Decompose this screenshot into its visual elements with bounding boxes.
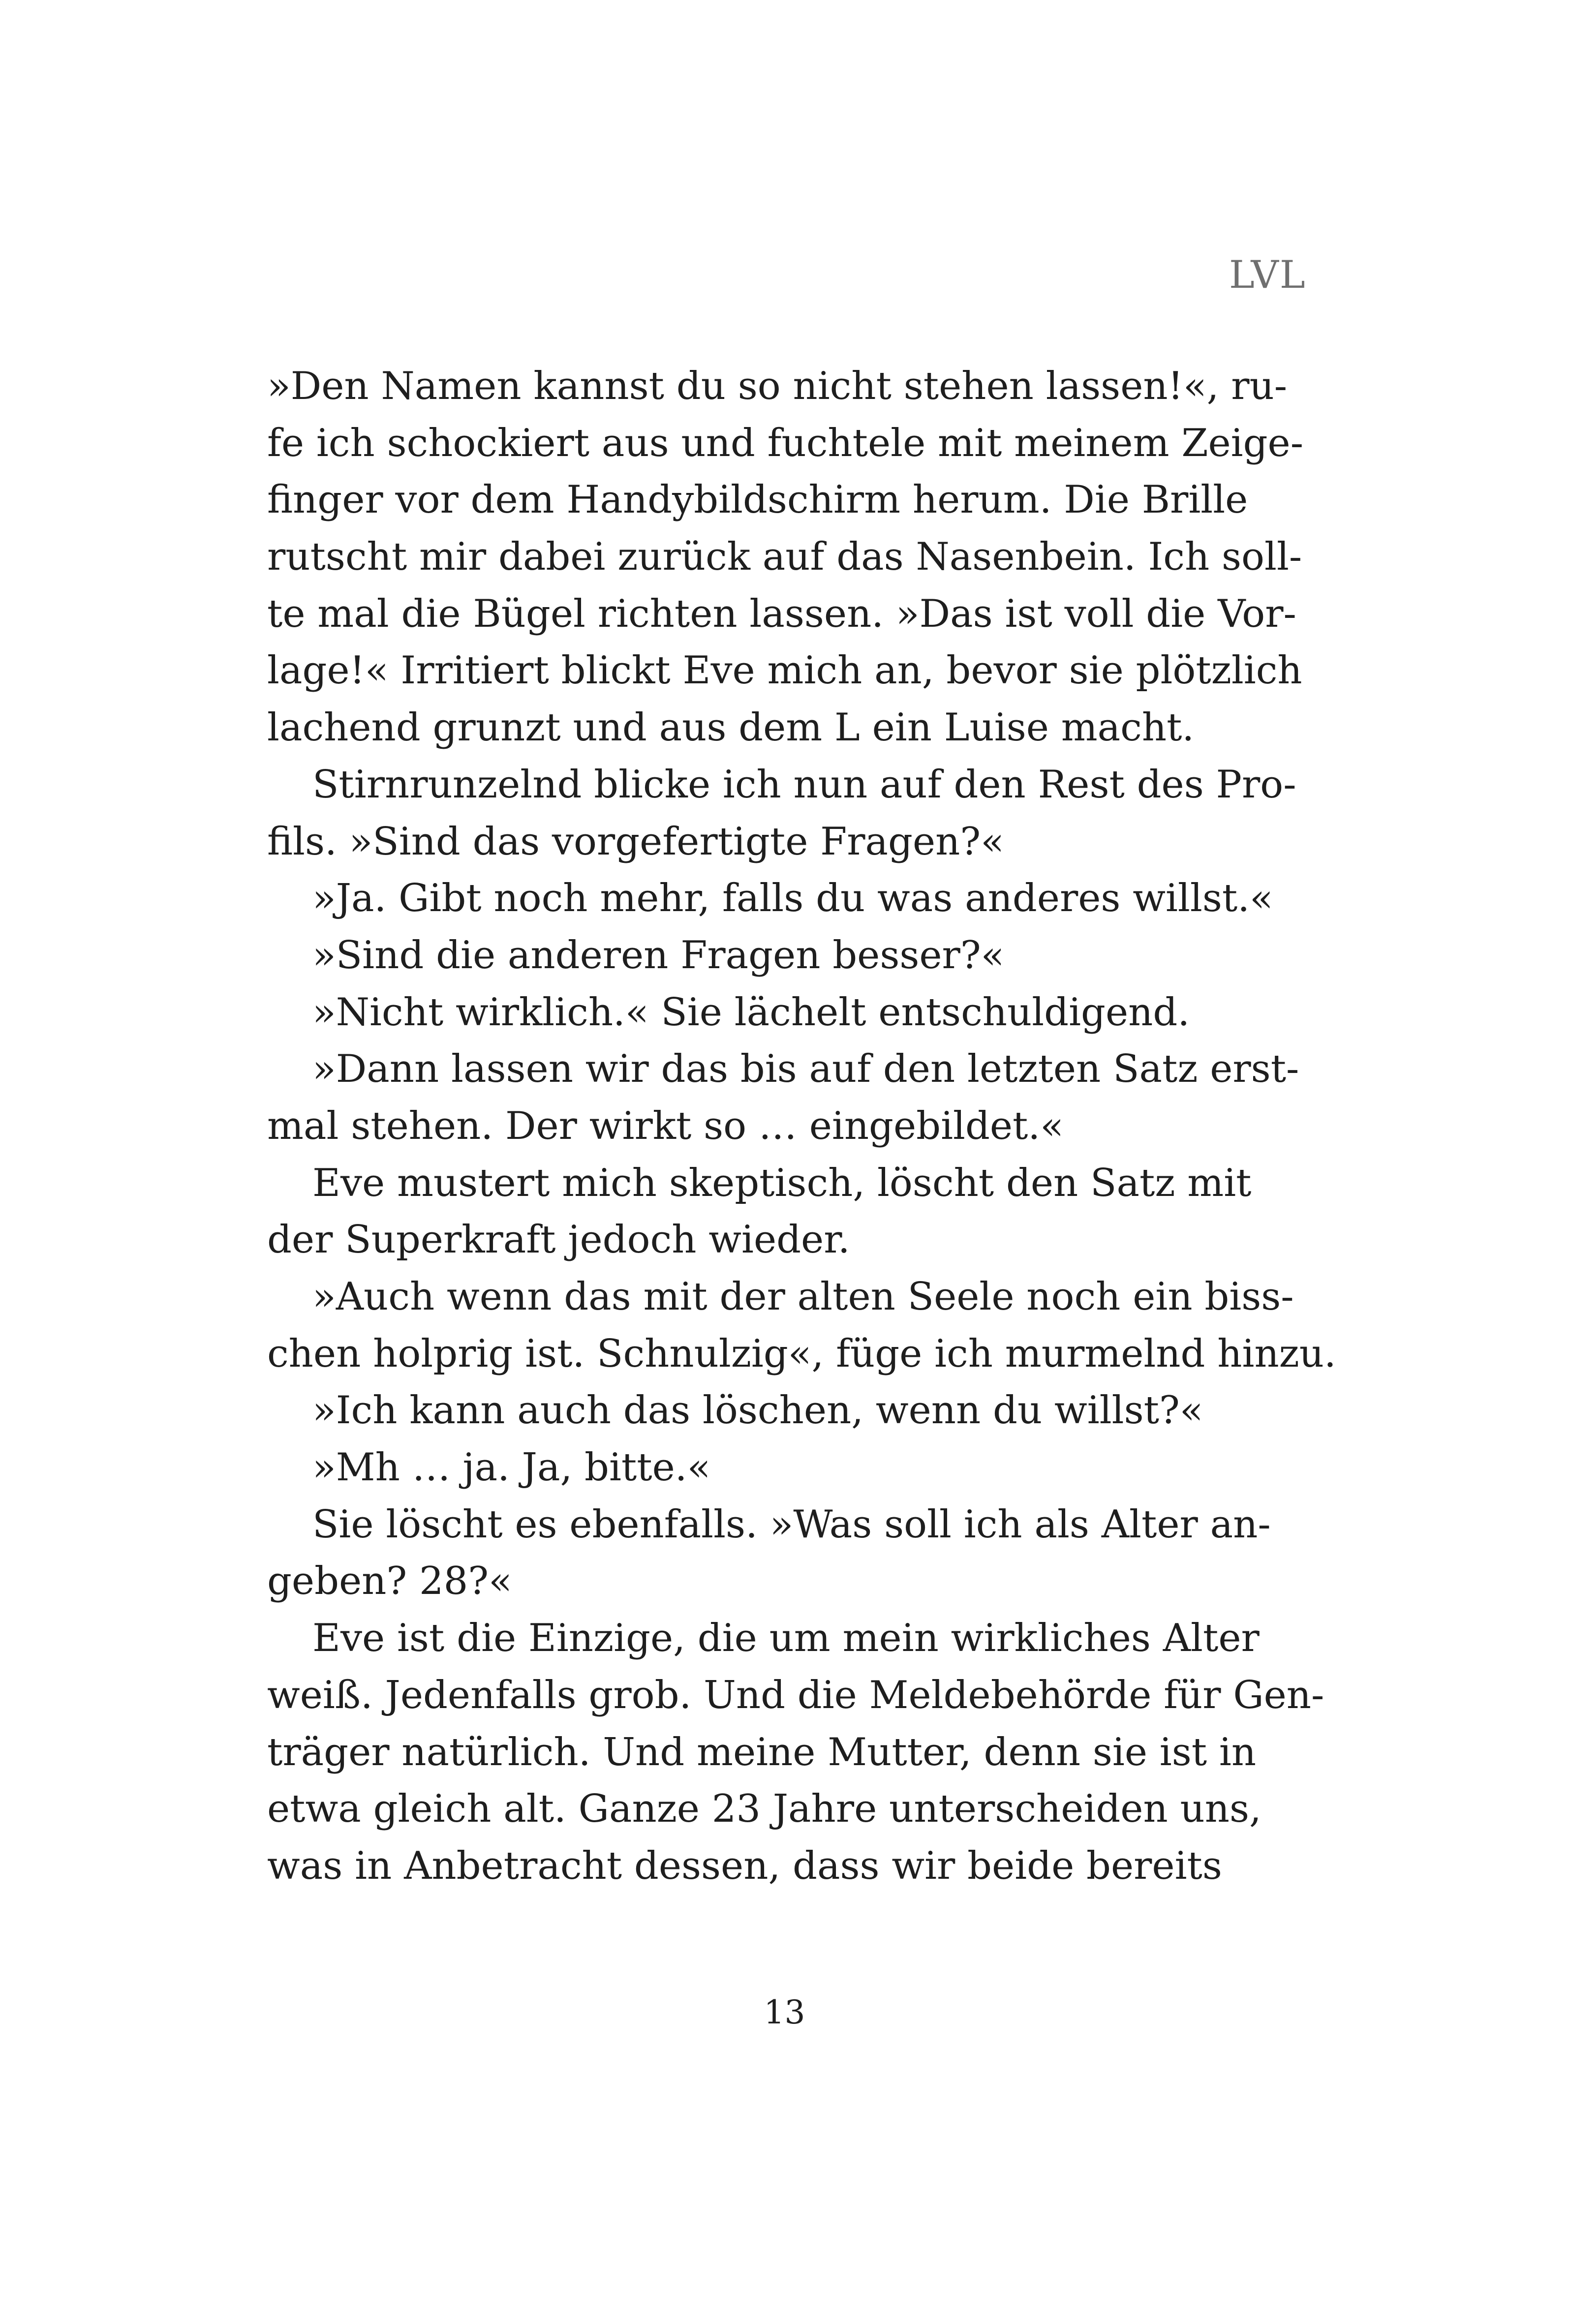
- text-line: fe ich schockiert aus und fuchtele mit meinem Zeige-: [267, 421, 1304, 465]
- text-line: lachend grunzt und aus dem L ein Luise macht.: [267, 705, 1195, 750]
- body-text: [267, 358, 1336, 1895]
- text-line: Eve mustert mich skeptisch, löscht den Satz mit: [312, 1161, 1252, 1205]
- text-line: te mal die Bügel richten lassen. »Das ist voll die Vor-: [267, 591, 1296, 636]
- text-line: »Sind die anderen Fragen besser?«: [312, 933, 1005, 978]
- text-line: Stirnrunzelnd blicke ich nun auf den Rest des Pro-: [312, 762, 1296, 807]
- text-line: »Auch wenn das mit der alten Seele noch ein biss-: [312, 1275, 1294, 1319]
- text-line: »Den Namen kannst du so nicht stehen lassen!«, ru-: [267, 364, 1288, 408]
- text-line: »Ich kann auch das löschen, wenn du willst?«: [312, 1388, 1203, 1433]
- text-line: »Dann lassen wir das bis auf den letzten Satz erst-: [312, 1047, 1299, 1092]
- text-line: weiß. Jedenfalls grob. Und die Meldebehörde für Gen-: [267, 1673, 1324, 1717]
- text-line: finger vor dem Handybildschirm herum. Die Brille: [267, 478, 1248, 522]
- text-line: Sie löscht es ebenfalls. »Was soll ich als Alter an-: [312, 1502, 1271, 1547]
- text-line: fils. »Sind das vorgefertigte Fragen?«: [267, 819, 1004, 864]
- text-line: mal stehen. Der wirkt so … eingebildet.«: [267, 1103, 1064, 1148]
- text-line: der Superkraft jedoch wieder.: [267, 1218, 850, 1262]
- text-line: etwa gleich alt. Ganze 23 Jahre unterscheiden uns,: [267, 1787, 1261, 1832]
- text-line: was in Anbetracht dessen, dass wir beide bereits: [267, 1843, 1222, 1888]
- text-line: Eve ist die Einzige, die um mein wirkliches Alter: [312, 1616, 1260, 1661]
- text-line: chen holprig ist. Schnulzig«, füge ich murmelnd hinzu.: [267, 1331, 1336, 1376]
- text-line: »Nicht wirklich.« Sie lächelt entschuldigend.: [312, 990, 1190, 1035]
- text-line: geben? 28?«: [267, 1559, 512, 1604]
- text-line: lage!« Irritiert blickt Eve mich an, bevor sie plötzlich: [267, 648, 1302, 693]
- text-line: träger natürlich. Und meine Mutter, denn sie ist in: [267, 1730, 1257, 1774]
- text-line: rutscht mir dabei zurück auf das Nasenbein. Ich soll-: [267, 535, 1302, 580]
- text-line: »Ja. Gibt noch mehr, falls du was anderes willst.«: [312, 876, 1273, 921]
- chapter-marker: LVL: [1229, 253, 1306, 297]
- page-number: 13: [764, 1993, 805, 2031]
- text-line: »Mh … ja. Ja, bitte.«: [312, 1445, 711, 1490]
